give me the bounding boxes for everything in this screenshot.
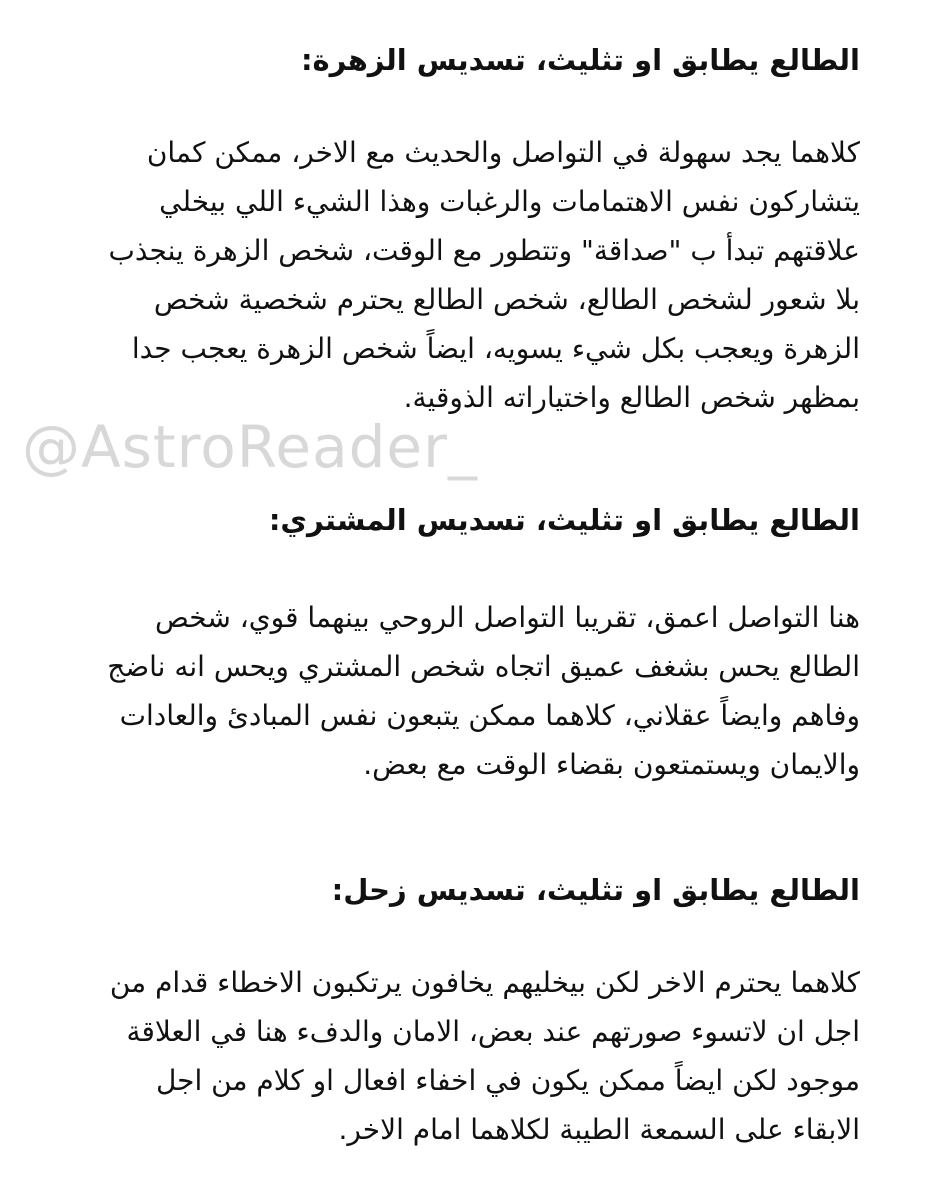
paragraph-line: الزهرة ويعجب بكل شيء يسويه، ايضاً شخص الزهرة يعجب جدا: [131, 332, 860, 365]
paragraph-line: الابقاء على السمعة الطيبة لكلاهما امام الاخر.: [338, 1113, 860, 1146]
paragraph-line: علاقتهم تبدأ ب "صداقة" وتتطور مع الوقت، شخص الزهرة ينجذب: [108, 234, 860, 267]
paragraph-line: موجود لكن ايضاً ممكن يكون في اخفاء افعال او كلام من اجل: [155, 1064, 860, 1097]
section-heading-venus: الطالع يطابق او تثليث، تسديس الزهرة:: [300, 43, 860, 77]
paragraph-line: كلاهما يجد سهولة في التواصل والحديث مع الاخر، ممكن كمان: [146, 136, 860, 169]
section-heading-jupiter: الطالع يطابق او تثليث، تسديس المشتري:: [268, 503, 860, 537]
paragraph-line: بمظهر شخص الطالع واختياراته الذوقية.: [403, 381, 860, 414]
section-body-saturn: [60, 958, 860, 1203]
paragraph-line: [60, 1154, 860, 1203]
section-body-venus: [60, 128, 860, 422]
paragraph-line: الطالع يحس بشغف عميق اتجاه شخص المشتري ويحس انه ناضج: [107, 650, 860, 683]
paragraph-line: وفاهم وايضاً عقلاني، كلاهما ممكن يتبعون نفس المبادئ والعادات: [119, 699, 860, 732]
paragraph-line: هنا التواصل اعمق، تقريبا التواصل الروحي بينهما قوي، شخص: [154, 601, 860, 634]
paragraph-line: اجل ان لاتسوء صورتهم عند بعض، الامان والدفء هنا في العلاقة: [126, 1015, 860, 1048]
paragraph-line: بلا شعور لشخص الطالع، شخص الطالع يحترم شخصية شخص: [153, 283, 860, 316]
paragraph-line: يتشاركون نفس الاهتمامات والرغبات وهذا الشيء اللي بيخلي: [159, 185, 860, 218]
section-heading-saturn: الطالع يطابق او تثليث، تسديس زحل:: [331, 873, 860, 907]
paragraph-line: كلاهما يحترم الاخر لكن بيخليهم يخافون يرتكبون الاخطاء قدام من: [109, 966, 860, 999]
paragraph-line: والايمان ويستمتعون بقضاء الوقت مع بعض.: [363, 748, 860, 781]
section-body-jupiter: [60, 593, 860, 789]
watermark-handle: @AstroReader_: [22, 413, 478, 481]
